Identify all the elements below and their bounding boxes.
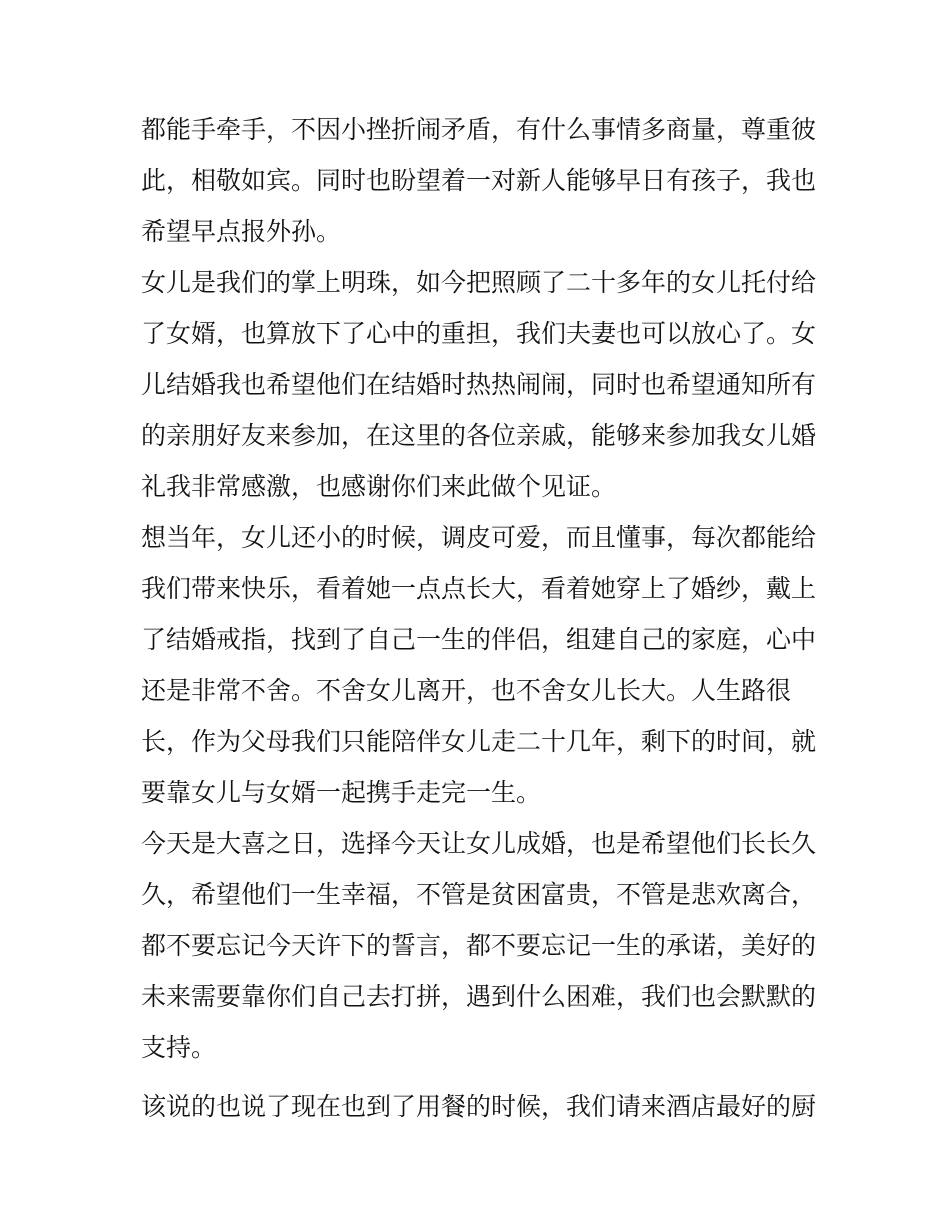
text-line: 女儿是我们的掌上明珠，如今把照顾了二十多年的女儿托付给 bbox=[141, 268, 817, 297]
text-line: 了女婿，也算放下了心中的重担，我们夫妻也可以放心了。女 bbox=[141, 319, 817, 348]
text-line: 想当年，女儿还小的时候，调皮可爱，而且懂事，每次都能给 bbox=[141, 523, 817, 552]
document-body bbox=[141, 110, 821, 1138]
text-line: 今天是大喜之日，选择今天让女儿成婚，也是希望他们长长久 bbox=[141, 829, 817, 858]
text-line: 支持。 bbox=[141, 1033, 217, 1062]
text-line: 礼我非常感激，也感谢你们来此做个见证。 bbox=[141, 472, 617, 501]
text-line: 该说的也说了现在也到了用餐的时候，我们请来酒店最好的厨 bbox=[141, 1092, 817, 1121]
text-line: 未来需要靠你们自己去打拼，遇到什么困难，我们也会默默的 bbox=[141, 982, 817, 1011]
text-line: 长，作为父母我们只能陪伴女儿走二十几年，剩下的时间，就 bbox=[141, 727, 817, 756]
text-line: 久，希望他们一生幸福，不管是贫困富贵，不管是悲欢离合， bbox=[141, 880, 817, 909]
text-line: 儿结婚我也希望他们在结婚时热热闹闹，同时也希望通知所有 bbox=[141, 370, 817, 399]
text-line: 还是非常不舍。不舍女儿离开，也不舍女儿长大。人生路很 bbox=[141, 676, 792, 705]
text-line: 要靠女儿与女婿一起携手走完一生。 bbox=[141, 778, 542, 807]
paragraph-2 bbox=[141, 263, 821, 518]
text-line: 的亲朋好友来参加，在这里的各位亲戚，能够来参加我女儿婚 bbox=[141, 421, 817, 450]
text-line: 此，相敬如宾。同时也盼望着一对新人能够早日有孩子，我也 bbox=[141, 166, 817, 195]
paragraph-5 bbox=[141, 1087, 821, 1138]
paragraph-spacing bbox=[141, 1079, 821, 1087]
text-line: 我们带来快乐，看着她一点点长大，看着她穿上了婚纱，戴上 bbox=[141, 574, 817, 603]
paragraph-3 bbox=[141, 518, 821, 824]
text-line: 都能手牵手，不因小挫折闹矛盾，有什么事情多商量，尊重彼 bbox=[141, 115, 817, 144]
paragraph-4 bbox=[141, 824, 821, 1079]
text-line: 了结婚戒指，找到了自己一生的伴侣，组建自己的家庭，心中 bbox=[141, 625, 817, 654]
paragraph-1 bbox=[141, 110, 821, 263]
text-line: 都不要忘记今天许下的誓言，都不要忘记一生的承诺，美好的 bbox=[141, 931, 817, 960]
text-line: 希望早点报外孙。 bbox=[141, 217, 342, 246]
